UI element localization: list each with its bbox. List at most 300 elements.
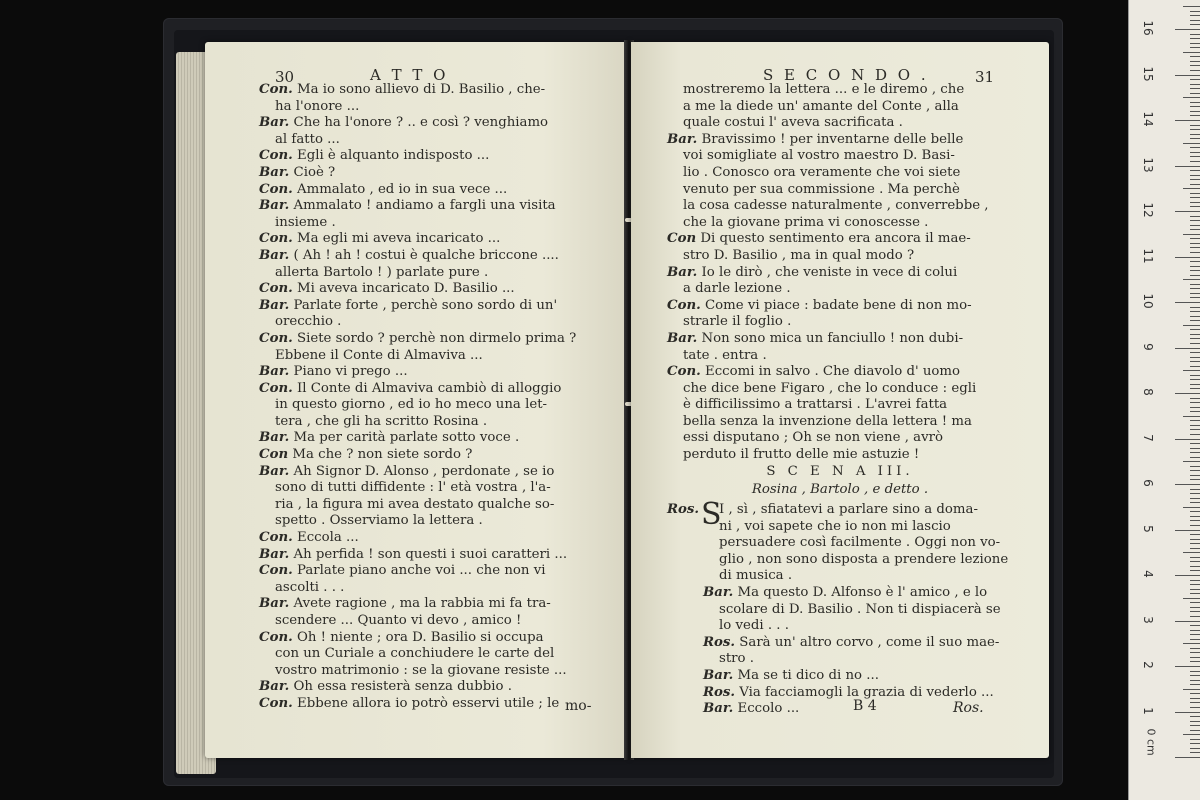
line-text: glio , non sono disposta a prendere lezione — [719, 551, 1009, 567]
ruler-tick — [1190, 425, 1200, 426]
ruler-tick — [1190, 266, 1200, 267]
text-line — [667, 231, 989, 248]
ruler-tick — [1190, 15, 1200, 16]
ruler-tick — [1190, 115, 1200, 116]
line-text: ( Ah ! ah ! costui è qualche briccone .... — [293, 247, 559, 263]
line-text: Io le dirò , che veniste in vece di colui — [701, 264, 958, 280]
speaker-label: Bar. — [259, 546, 290, 562]
ruler-tick — [1190, 725, 1200, 726]
line-text: Mi aveva incaricato D. Basilio ... — [296, 281, 515, 297]
line-text: Cioè ? — [293, 164, 336, 180]
ruler-tick — [1190, 475, 1200, 476]
ruler-tick — [1190, 316, 1200, 317]
text-line — [259, 198, 576, 215]
line-text: Che ha l'onore ? .. e così ? venghiamo — [293, 115, 549, 131]
scene-title: S C E N A III. — [766, 464, 914, 479]
speaker-label: Con. — [259, 695, 293, 711]
ruler-tick — [1175, 120, 1200, 121]
text-line — [259, 480, 576, 497]
speaker-label: Bar. — [703, 667, 734, 683]
line-text: Siete sordo ? perchè non dirmelo prima ? — [296, 330, 577, 346]
ruler-number: 8 — [1141, 388, 1155, 396]
ruler-tick — [1190, 470, 1200, 471]
ruler-tick — [1190, 429, 1200, 430]
ruler-tick — [1183, 416, 1200, 417]
ruler-tick — [1175, 257, 1200, 258]
line-text: spetto . Osserviamo la lettera . — [275, 513, 483, 529]
ruler-tick — [1190, 352, 1200, 353]
ruler-tick — [1190, 270, 1200, 271]
text-line — [259, 447, 576, 464]
ruler-number: 7 — [1141, 433, 1155, 442]
text-line — [259, 364, 576, 381]
speaker-label: Bar. — [259, 430, 290, 446]
text-line — [259, 248, 576, 265]
line-text: stro D. Basilio , ma in qual modo ? — [683, 247, 915, 263]
ruler-tick — [1190, 443, 1200, 444]
text-line — [259, 132, 576, 149]
text-line — [259, 563, 576, 580]
ruler-tick — [1190, 661, 1200, 662]
ruler-tick — [1190, 593, 1200, 594]
ruler-number: 16 — [1141, 20, 1155, 36]
right-page-number: 31 — [975, 68, 995, 86]
ruler-tick — [1190, 284, 1200, 285]
text-line — [667, 99, 989, 116]
ruler-tick — [1190, 548, 1200, 549]
ruler-tick — [1183, 689, 1200, 690]
line-text: al fatto ... — [275, 131, 340, 147]
ruler-tick — [1190, 138, 1200, 139]
ruler-tick — [1190, 748, 1200, 749]
line-text: Ah Signor D. Alonso , perdonate , se io — [293, 463, 555, 479]
line-text: lo vedi . . . — [719, 618, 789, 634]
ruler-tick — [1190, 675, 1200, 676]
text-line — [259, 99, 576, 116]
left-page-text — [259, 82, 576, 713]
ruler-tick — [1175, 575, 1200, 576]
line-text: voi somigliate al vostro maestro D. Basi- — [683, 148, 955, 164]
ruler-tick — [1190, 320, 1200, 321]
line-text: stro . — [719, 651, 754, 667]
ruler-tick — [1190, 648, 1200, 649]
speaker-label: Bar. — [259, 164, 290, 180]
text-line — [259, 281, 576, 298]
ruler-tick — [1190, 156, 1200, 157]
ruler-tick — [1190, 584, 1200, 585]
text-line — [667, 115, 989, 132]
speaker-label: Bar. — [259, 115, 290, 131]
ruler-tick — [1190, 175, 1200, 176]
line-text: venuto per sua commissione . Ma perchè — [683, 181, 960, 197]
speaker-label: Bar. — [667, 131, 698, 147]
text-line — [259, 397, 576, 414]
speaker-label: Bar. — [259, 463, 290, 479]
speaker-label: Bar. — [703, 584, 734, 600]
ruler-tick — [1190, 607, 1200, 608]
speaker-label: Con. — [259, 148, 293, 164]
right-running-head: S E C O N D O . — [763, 66, 929, 84]
text-line — [259, 82, 576, 99]
text-line — [667, 364, 989, 381]
line-text: lio . Conosco ora veramente che voi siete — [683, 164, 961, 180]
ruler-tick — [1190, 434, 1200, 435]
ruler-tick — [1190, 543, 1200, 544]
line-text: Oh ! niente ; ora D. Basilio si occupa — [296, 629, 544, 645]
line-text: in questo giorno , ed io ho meco una let- — [275, 397, 548, 413]
line-text: Ma che ? non siete sordo ? — [292, 447, 473, 463]
ruler-tick — [1183, 234, 1200, 235]
ruler-tick — [1190, 247, 1200, 248]
text-line — [703, 618, 1008, 635]
line-text: Di questo sentimento era ancora il mae- — [700, 231, 971, 247]
speaker-label: Ros. — [703, 634, 736, 650]
line-text: Ma egli mi aveva incaricato ... — [296, 231, 501, 247]
ruler-tick — [1190, 297, 1200, 298]
ruler-tick — [1190, 102, 1200, 103]
speaker-label: Con. — [259, 281, 293, 297]
ruler-tick — [1190, 702, 1200, 703]
scene-cast: Rosina , Bartolo , e detto . — [751, 482, 929, 497]
speaker-label: Con. — [667, 364, 701, 380]
ruler-tick — [1190, 225, 1200, 226]
line-text: scolare di D. Basilio . Non ti dispiacerà se — [719, 601, 1001, 617]
text-line — [259, 414, 576, 431]
ruler-tick — [1190, 197, 1200, 198]
ruler-tick — [1190, 452, 1200, 453]
speaker-label: Ros. — [703, 684, 736, 700]
text-line — [667, 331, 989, 348]
ruler-tick — [1190, 680, 1200, 681]
line-text: Avete ragione , ma la rabbia mi fa tra- — [293, 596, 551, 612]
ruler-tick — [1183, 552, 1200, 553]
speaker-label: Bar. — [259, 247, 290, 263]
line-text: sono di tutti diffidente : l' età vostra , l'a- — [275, 480, 551, 496]
ruler-tick — [1190, 106, 1200, 107]
line-text: che dice bene Figaro , che lo conduce : egli — [683, 380, 977, 396]
line-text: con un Curiale a conchiudere le carte del — [275, 646, 555, 662]
text-line — [259, 348, 576, 365]
ruler-number: 1 — [1141, 706, 1155, 715]
scene-three-text — [701, 497, 1009, 718]
text-line — [667, 348, 989, 365]
text-line — [667, 281, 989, 298]
ruler-tick — [1183, 6, 1200, 7]
speaker-label: Con. — [259, 380, 293, 396]
text-line — [667, 132, 989, 149]
line-text: vostro matrimonio : se la giovane resiste ... — [275, 662, 567, 678]
line-text: bella senza la invenzione della lettera ! ma — [683, 413, 972, 429]
ruler-tick — [1175, 211, 1200, 212]
ruler-tick — [1190, 152, 1200, 153]
text-line — [703, 552, 1008, 569]
ruler-tick — [1190, 338, 1200, 339]
line-text: ni , voi sapete che io non mi lascio — [719, 518, 951, 534]
ruler-number: 10 — [1141, 293, 1155, 309]
ruler-tick — [1183, 461, 1200, 462]
ruler-tick — [1190, 420, 1200, 421]
speaker-label: Bar. — [259, 596, 290, 612]
line-text: Piano vi prego ... — [293, 364, 408, 380]
scale-ruler — [1128, 0, 1200, 800]
text-line — [667, 447, 989, 464]
ruler-tick — [1190, 730, 1200, 731]
text-line — [703, 535, 1008, 552]
ruler-tick — [1183, 734, 1200, 735]
ruler-tick — [1183, 279, 1200, 280]
ruler-tick — [1190, 343, 1200, 344]
ruler-tick — [1190, 498, 1200, 499]
text-line — [667, 215, 989, 232]
line-text: perduto il frutto delle mie astuzie ! — [683, 447, 920, 463]
line-text: Ammalato ! andiamo a fargli una visita — [293, 198, 556, 214]
line-text: Parlate piano anche voi ... che non vi — [296, 563, 546, 579]
ruler-tick — [1175, 712, 1200, 713]
line-text: ascolti . . . — [275, 579, 345, 595]
left-page — [205, 42, 628, 758]
line-text: Ebbene allora io potrò esservi utile ; le — [296, 695, 560, 711]
line-text: Ah perfida ! son questi i suoi caratteri ... — [293, 546, 568, 562]
text-line — [259, 381, 576, 398]
text-line — [667, 397, 989, 414]
speaker-label: Con. — [667, 297, 701, 313]
text-line — [259, 331, 576, 348]
ruler-tick — [1190, 93, 1200, 94]
line-text: tate . entra . — [683, 347, 767, 363]
text-line — [703, 502, 1008, 519]
ruler-tick — [1190, 525, 1200, 526]
text-line — [703, 568, 1008, 585]
text-line — [259, 497, 576, 514]
ruler-tick — [1190, 707, 1200, 708]
speaker-label: Bar. — [667, 330, 698, 346]
speaker-label: Ros. — [667, 502, 700, 517]
left-running-head: A T T O — [370, 66, 449, 84]
ruler-tick — [1190, 671, 1200, 672]
ruler-tick — [1190, 479, 1200, 480]
ruler-tick — [1190, 220, 1200, 221]
right-page — [631, 42, 1049, 758]
ruler-tick — [1190, 388, 1200, 389]
line-text: essi disputano ; Oh se non viene , avrò — [683, 430, 943, 446]
speaker-label: Con. — [259, 563, 293, 579]
ruler-tick — [1190, 557, 1200, 558]
speaker-label: Con — [259, 447, 289, 463]
speaker-label: Bar. — [259, 679, 290, 695]
line-text: di musica . — [719, 568, 793, 584]
speaker-label: Bar. — [667, 264, 698, 280]
ruler-tick — [1190, 56, 1200, 57]
ruler-tick — [1190, 407, 1200, 408]
ruler-tick — [1183, 643, 1200, 644]
ruler-tick — [1183, 188, 1200, 189]
ruler-tick — [1175, 348, 1200, 349]
ruler-tick — [1190, 275, 1200, 276]
ruler-tick — [1190, 125, 1200, 126]
ruler-tick — [1190, 252, 1200, 253]
ruler-tick — [1190, 229, 1200, 230]
ruler-tick — [1175, 302, 1200, 303]
text-line — [703, 668, 1008, 685]
text-line — [259, 165, 576, 182]
line-text: strarle il foglio . — [683, 314, 792, 330]
text-line — [259, 231, 576, 248]
ruler-tick — [1190, 329, 1200, 330]
text-line — [667, 198, 989, 215]
ruler-tick — [1190, 129, 1200, 130]
ruler-tick — [1190, 489, 1200, 490]
ruler-tick — [1190, 652, 1200, 653]
ruler-tick — [1190, 379, 1200, 380]
signature-mark: B 4 — [853, 698, 877, 714]
text-line — [259, 115, 576, 132]
text-line — [667, 414, 989, 431]
line-text: Sarà un' altro corvo , come il suo mae- — [739, 634, 1000, 650]
text-line — [667, 248, 989, 265]
text-line — [259, 215, 576, 232]
ruler-tick — [1190, 639, 1200, 640]
ruler-tick — [1190, 657, 1200, 658]
ruler-tick — [1190, 516, 1200, 517]
ruler-tick — [1190, 684, 1200, 685]
ruler-unit-label: 0 cm — [1144, 728, 1158, 756]
text-line — [667, 265, 989, 282]
line-text: Ma se ti dico di no ... — [737, 667, 879, 683]
ruler-tick — [1183, 598, 1200, 599]
text-line — [259, 646, 576, 663]
ruler-tick — [1190, 84, 1200, 85]
ruler-tick — [1190, 216, 1200, 217]
ruler-tick — [1190, 179, 1200, 180]
ruler-number: 6 — [1141, 479, 1155, 487]
ruler-tick — [1190, 334, 1200, 335]
text-line — [259, 182, 576, 199]
ruler-tick — [1190, 24, 1200, 25]
ruler-tick — [1190, 511, 1200, 512]
line-text: la cosa cadesse naturalmente , converrebbe , — [683, 198, 989, 214]
line-text: Via facciamogli la grazia di vederlo ... — [739, 684, 994, 700]
ruler-tick — [1190, 457, 1200, 458]
text-line — [667, 165, 989, 182]
text-line — [667, 430, 989, 447]
ruler-tick — [1183, 52, 1200, 53]
text-line — [667, 148, 989, 165]
line-text: Parlate forte , perchè sono sordo di un' — [293, 297, 558, 313]
ruler-tick — [1190, 375, 1200, 376]
ruler-tick — [1190, 111, 1200, 112]
line-text: Ma questo D. Alfonso è l' amico , e lo — [737, 584, 988, 600]
ruler-tick — [1190, 184, 1200, 185]
ruler-tick — [1190, 170, 1200, 171]
line-text: Non sono mica un fanciullo ! non dubi- — [701, 330, 964, 346]
ruler-tick — [1183, 97, 1200, 98]
ruler-tick — [1175, 29, 1200, 30]
ruler-number: 4 — [1141, 570, 1155, 578]
text-line — [703, 635, 1008, 652]
ruler-tick — [1175, 666, 1200, 667]
ruler-tick — [1190, 625, 1200, 626]
ruler-tick — [1190, 539, 1200, 540]
line-text: Ma io sono allievo di D. Basilio , che- — [296, 82, 546, 97]
ruler-tick — [1190, 566, 1200, 567]
line-text: che la giovane prima vi conoscesse . — [683, 214, 929, 230]
text-line — [259, 580, 576, 597]
ruler-number: 12 — [1141, 202, 1155, 218]
line-text: allerta Bartolo ! ) parlate pure . — [275, 264, 489, 280]
ruler-tick — [1190, 43, 1200, 44]
speaker-label: Con. — [259, 82, 293, 97]
ruler-number: 5 — [1141, 524, 1155, 533]
ruler-tick — [1190, 580, 1200, 581]
speaker-label: Con. — [259, 330, 293, 346]
ruler-tick — [1190, 238, 1200, 239]
ruler-number: 15 — [1141, 65, 1155, 82]
text-line — [259, 613, 576, 630]
ruler-tick — [1190, 307, 1200, 308]
ruler-tick — [1190, 602, 1200, 603]
speaker-label: Con. — [259, 629, 293, 645]
line-text: ria , la figura mi avea destato qualche so- — [275, 496, 555, 512]
text-line — [259, 298, 576, 315]
text-line — [259, 314, 576, 331]
ruler-tick — [1190, 466, 1200, 467]
ruler-number: 11 — [1141, 247, 1155, 264]
ruler-tick — [1190, 70, 1200, 71]
ruler-tick — [1190, 311, 1200, 312]
line-text: Come vi piace : badate bene di non mo- — [704, 297, 972, 313]
line-text: orecchio . — [275, 314, 342, 330]
ruler-tick — [1190, 721, 1200, 722]
ruler-tick — [1190, 243, 1200, 244]
text-line — [259, 530, 576, 547]
line-text: mostreremo la lettera ... e le diremo , che — [683, 82, 965, 97]
line-text: insieme . — [275, 214, 336, 230]
ruler-tick — [1190, 134, 1200, 135]
ruler-tick — [1190, 411, 1200, 412]
ruler-tick — [1190, 534, 1200, 535]
ruler-number: 9 — [1141, 342, 1155, 351]
ruler-tick — [1175, 757, 1200, 758]
text-line — [703, 602, 1008, 619]
line-text: ha l'onore ... — [275, 98, 360, 114]
text-line — [259, 596, 576, 613]
ruler-tick — [1190, 61, 1200, 62]
line-text: a darle lezione . — [683, 281, 791, 297]
ruler-tick — [1190, 193, 1200, 194]
ruler-number: 13 — [1141, 156, 1155, 173]
text-line — [259, 679, 576, 696]
text-line — [703, 585, 1008, 602]
ruler-tick — [1190, 288, 1200, 289]
line-text: è difficilissimo a trattarsi . L'avrei fatta — [683, 397, 948, 413]
speaker-label: Bar. — [703, 701, 734, 717]
ruler-number: 2 — [1141, 661, 1155, 669]
speaker-label: Bar. — [259, 198, 290, 214]
ruler-tick — [1183, 325, 1200, 326]
ruler-tick — [1190, 698, 1200, 699]
ruler-tick — [1175, 393, 1200, 394]
text-line — [259, 696, 576, 713]
ruler-tick — [1190, 147, 1200, 148]
ruler-tick — [1190, 202, 1200, 203]
ruler-tick — [1190, 634, 1200, 635]
line-text: I , sì , sfiatatevi a parlare sino a doma- — [719, 502, 978, 517]
text-line — [703, 651, 1008, 668]
text-line — [667, 82, 989, 99]
text-line — [667, 381, 989, 398]
ruler-tick — [1190, 366, 1200, 367]
ruler-tick — [1190, 693, 1200, 694]
